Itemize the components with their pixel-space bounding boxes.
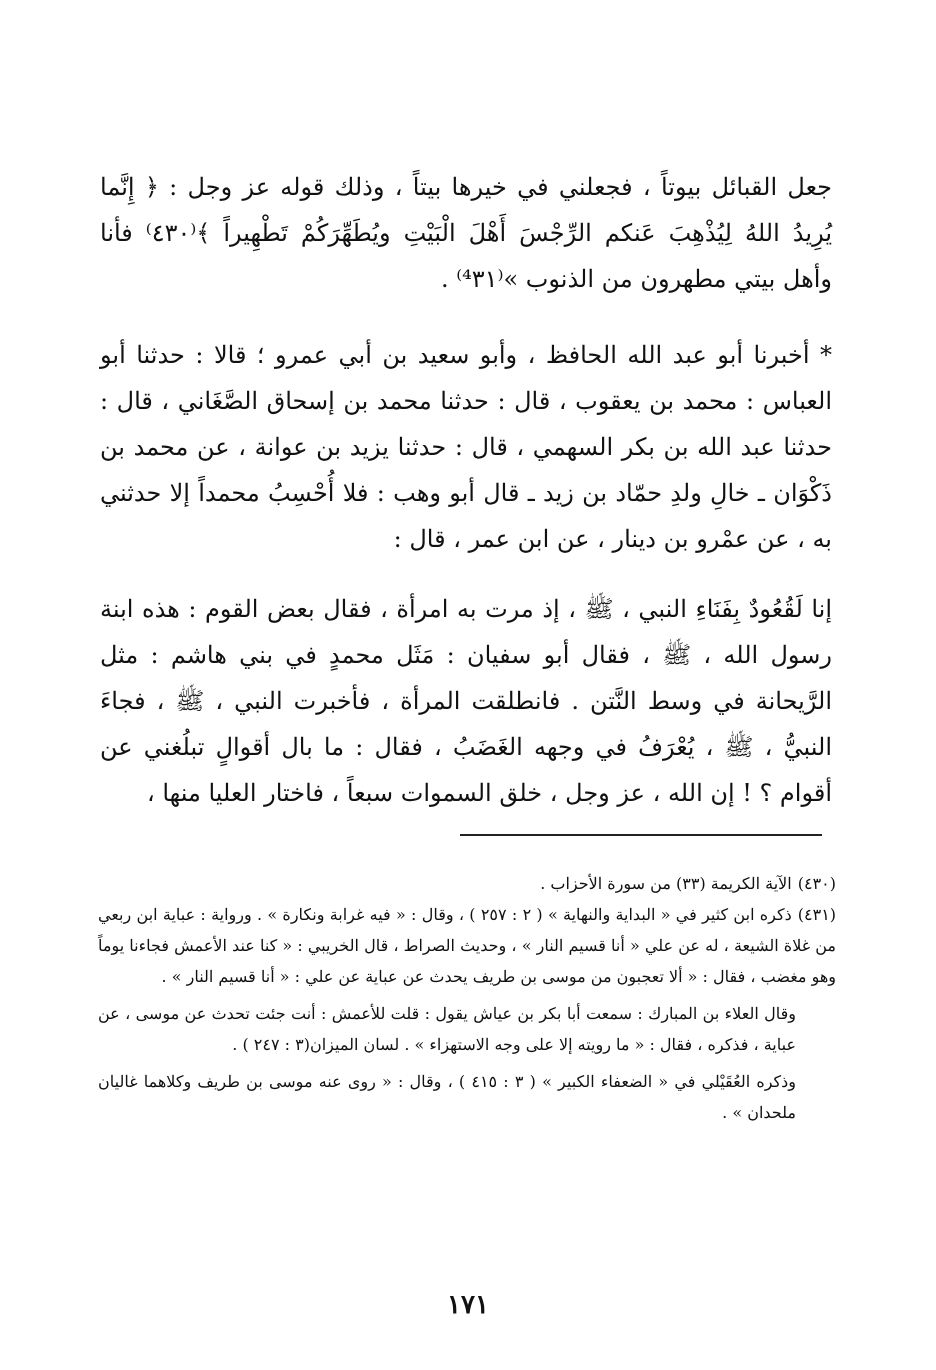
footnote-number: (٤٣٠): [797, 874, 836, 893]
footnote-text: الآية الكريمة (٣٣) من سورة الأحزاب .: [540, 874, 792, 893]
footnote-431: [98, 899, 836, 992]
main-paragraph-1: جعل القبائل بيوتاً ، فجعلني في خيرها بيتاً ، وذلك قوله عز وجل : ﴿ إِنَّما يُرِيدُ اللهُ لِيُذْهِبَ عَنكم الرِّجْسَ أَهْلَ الْبَيْتِ ويُطَهِّرَكُمْ تَطْهِيراً ﴾⁽٤٣٠⁾ فأنا وأهل بيتي مطهرون من الذنوب »⁽⁴٣١⁾ .: [100, 173, 832, 293]
footnotes-section: [98, 868, 836, 1128]
main-paragraph-3: إنا لَقُعُودٌ بِفَنَاءِ النبي ، ﷺ ، إذ مرت به امرأة ، فقال بعض القوم : هذه ابنة رسول الله ، ﷺ ، فقال أبو سفيان : مَثَل محمدٍ في بني هاشم : مثل الرَّيحانة في وسط النَّتن . فانطلقت المرأة ، فأخبرت النبي ، ﷺ ، فجاءَ النبيُّ ، ﷺ ، يُعْرَفُ في وجهه الغَضَبُ ، فقال : ما بال أقوالٍ تبلُغني عن أقوام ؟ ! إن الله ، عز وجل ، خلق السموات سبعاً ، فاختار العليا منها ،: [100, 595, 832, 807]
footnote-431-continued: وقال العلاء بن المبارك : سمعت أبا بكر بن عياش يقول : قلت للأعمش : أنت جئت تحدث عن موسى ، عن عباية ، فذكره ، فقال : « ما رويته إلا على وجه الاستهزاء » . لسان الميزان(٣ : ٢٤٧ ) .: [98, 1004, 797, 1054]
footnote-divider: [460, 834, 822, 836]
page-number: ١٧١: [447, 1290, 489, 1320]
footnote-number: (٤٣١): [797, 905, 837, 924]
footnote-430: [98, 868, 836, 899]
main-paragraph-2: * أخبرنا أبو عبد الله الحافظ ، وأبو سعيد بن أبي عمرو ؛ قالا : حدثنا أبو العباس : محمد بن يعقوب ، قال : حدثنا محمد بن إسحاق الصَّغَاني ، قال : حدثنا عبد الله بن بكر السهمي ، قال : حدثنا يزيد بن عوانة ، عن محمد بن ذَكْوَان ـ خالِ ولدِ حمّاد بن زيد ـ قال أبو وهب : فلا أُحْسِبُ محمداً إلا حدثني به ، عن عمْرو بن دينار ، عن ابن عمر ، قال :: [100, 341, 832, 553]
footnote-text: ذكره ابن كثير في « البداية والنهاية » ( ٢ : ٢٥٧ ) ، وقال : « فيه غرابة ونكارة » . ورواية : عباية ابن ربعي من غلاة الشيعة ، له عن علي « أنا قسيم النار » ، وحديث الصراط ، قال الخريبي : « كنا عند الأعمش فجاءنا يوماً وهو مغضب ، فقال : « ألا تعجبون من موسى بن طريف يحدث عن عباية عن علي : « أنا قسيم النار » .: [98, 905, 836, 986]
footnote-431-continued-2: وذكره العُقَيْلي في « الضعفاء الكبير » ( ٣ : ٤١٥ ) ، وقال : « روى عنه موسى بن طريف وكلاهما غاليان ملحدان » .: [98, 1072, 797, 1122]
